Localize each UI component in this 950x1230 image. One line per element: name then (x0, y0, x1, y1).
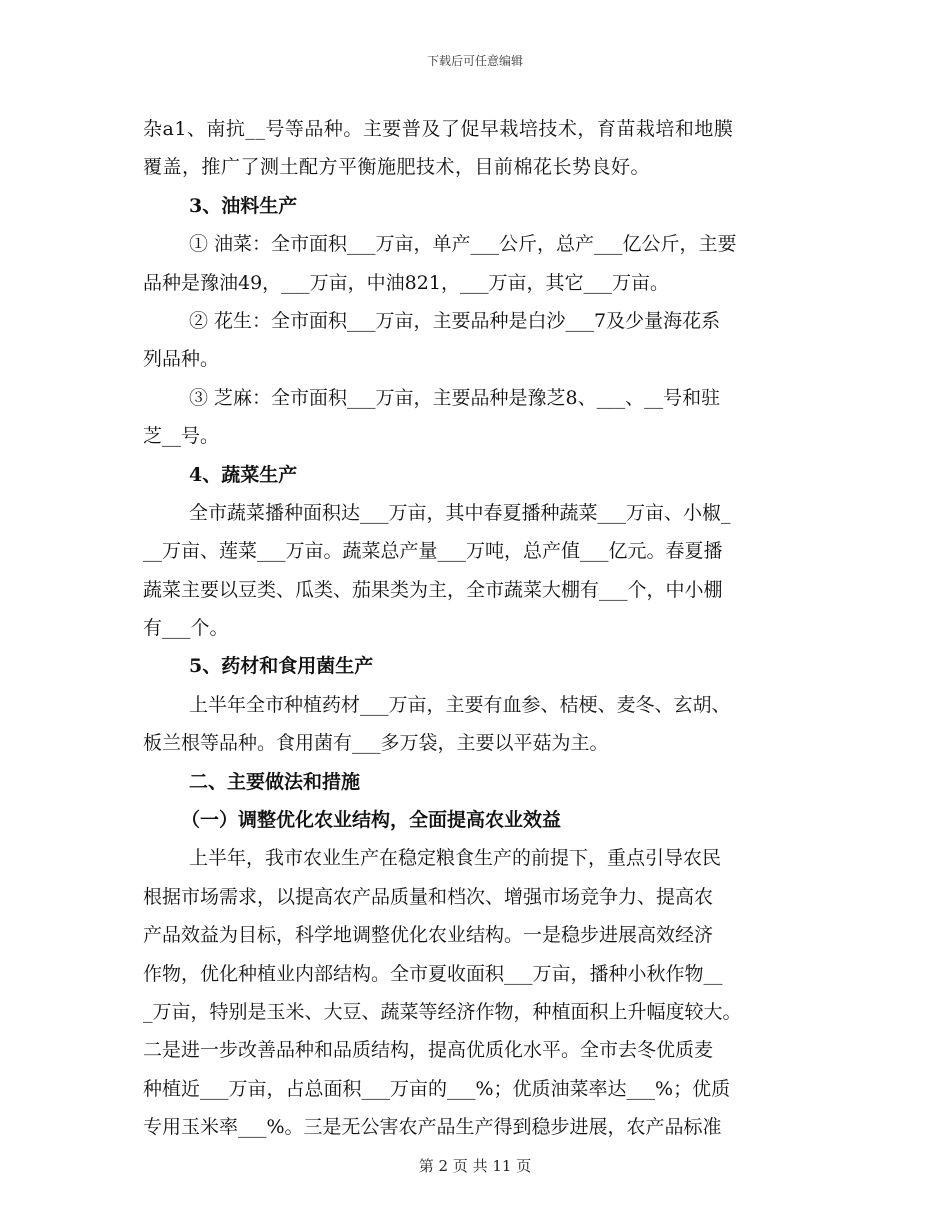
paragraph-line: 上半年，我市农业生产在稳定粮食生产的前提下，重点引导农民 (189, 847, 722, 870)
paragraph-line: 产品效益为目标，科学地调整优化农业结构。一是稳步进展高效经济 (143, 924, 714, 947)
paragraph-line: 全市蔬菜播种面积达___万亩，其中春夏播种蔬菜___万亩、小椒_ (189, 501, 731, 524)
chapter-heading: 二、主要做法和措施 (189, 770, 361, 793)
paragraph-line: 杂a1、南抗__号等品种。主要普及了促早栽培技术，育苗栽培和地膜 (143, 118, 734, 140)
paragraph-line: 品种是豫油49，___万亩，中油821，___万亩，其它___万亩。 (143, 271, 669, 294)
paragraph-line: 蔬菜主要以豆类、瓜类、茄果类为主，全市蔬菜大棚有___个，中小棚 (143, 578, 723, 601)
page-header: 下载后可任意编辑 (426, 54, 523, 68)
subsection-heading: （一）调整优化农业结构，全面提高农业效益 (181, 809, 562, 832)
paragraph-line: ① 油菜：全市面积___万亩，单产___公斤，总产___亿公斤，主要 (189, 233, 737, 256)
paragraph-line: 上半年全市种植药材___万亩，主要有血参、桔梗、麦冬、玄胡、 (189, 693, 731, 716)
paragraph-line: 芝__号。 (143, 425, 220, 448)
page-number: 第 2 页 共 11 页 (418, 1157, 532, 1175)
section-heading: 4、蔬菜生产 (189, 463, 298, 486)
paragraph-line: _万亩，特别是玉米、大豆、蔬菜等经济作物，种植面积上升幅度较大。 (143, 1000, 742, 1023)
paragraph-line: 作物，优化种植业内部结构。全市夏收面积___万亩，播种小秋作物__ (143, 962, 723, 985)
paragraph-line: ② 花生：全市面积___万亩，主要品种是白沙___7及少量海花系 (189, 309, 721, 332)
paragraph-line: 覆盖，推广了测土配方平衡施肥技术，目前棉花长势良好。 (143, 156, 651, 179)
paragraph-line: 板兰根等品种。食用菌有___多万袋，主要以平菇为主。 (143, 732, 609, 755)
paragraph-line: 种植近___万亩，占总面积___万亩的___%；优质油菜率达___%；优质 (143, 1077, 731, 1100)
document-body (143, 110, 823, 1147)
section-heading: 5、药材和食用菌生产 (189, 655, 374, 678)
paragraph-line: 二是进一步改善品种和品质结构，提高优质化水平。全市去冬优质麦 (143, 1039, 714, 1062)
paragraph-line: 列品种。 (143, 348, 220, 371)
section-heading: 3、油料生产 (189, 194, 298, 217)
paragraph-line: ③ 芝麻：全市面积___万亩，主要品种是豫芝8、___、__号和驻 (189, 386, 721, 409)
paragraph-line: 专用玉米率___%。三是无公害农产品生产得到稳步进展，农产品标准 (143, 1116, 722, 1139)
paragraph-line: 有___个。 (143, 617, 229, 640)
paragraph-line: 根据市场需求，以提高农产品质量和档次、增强市场竞争力、提高农 (143, 885, 714, 908)
paragraph-line: __万亩、莲菜___万亩。蔬菜总产量___万吨，总产值___亿元。春夏播 (143, 540, 723, 563)
